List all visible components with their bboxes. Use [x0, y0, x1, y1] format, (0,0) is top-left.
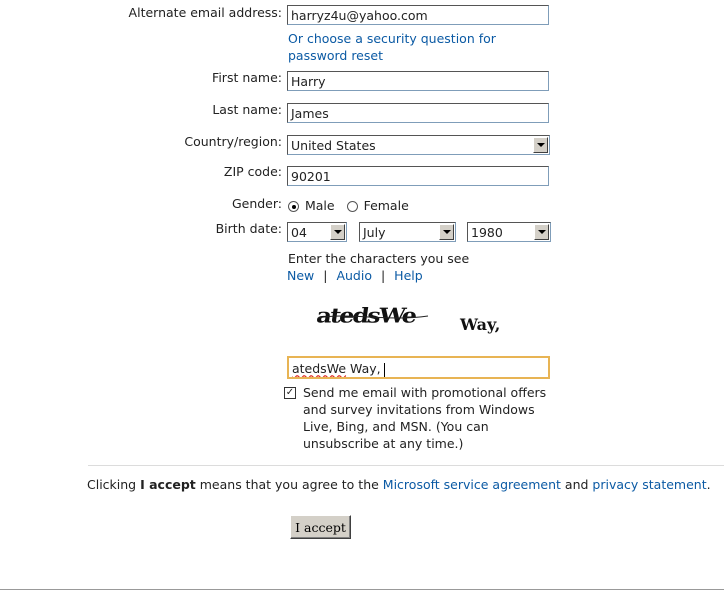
- last-name-field[interactable]: James: [287, 103, 549, 123]
- captcha-audio-link[interactable]: Audio: [336, 268, 372, 283]
- country-select[interactable]: [287, 135, 550, 155]
- birth-year-select[interactable]: [467, 222, 551, 242]
- zip-field[interactable]: 90201: [287, 166, 549, 186]
- captcha-misspelled-text: atedsWe: [292, 361, 347, 376]
- first-name-label: First name:: [212, 70, 282, 85]
- promo-checkbox[interactable]: ✓: [285, 387, 295, 398]
- captcha-image: [288, 292, 528, 338]
- agreement-and: and: [560, 477, 593, 492]
- first-name-field[interactable]: Harry: [287, 71, 549, 91]
- country-value: United States: [291, 138, 376, 153]
- birth-year-value: 1980: [471, 225, 503, 240]
- agreement-text: [87, 477, 711, 492]
- privacy-statement-link[interactable]: privacy statement: [592, 477, 707, 492]
- agreement-bold: I accept: [140, 477, 196, 492]
- agreement-suffix: .: [706, 477, 711, 492]
- gender-options: [288, 198, 409, 213]
- captcha-svg: [288, 292, 528, 338]
- chevron-down-icon[interactable]: [534, 224, 549, 240]
- female-label[interactable]: Female: [363, 198, 409, 213]
- divider: [88, 465, 724, 466]
- captcha-input-rest: Way,: [346, 361, 381, 376]
- birth-month-select[interactable]: [359, 222, 456, 242]
- captcha-distorted-text: atedsWe: [314, 304, 417, 329]
- birth-day-select[interactable]: [287, 222, 347, 242]
- country-label: Country/region:: [184, 134, 282, 149]
- captcha-links: [287, 268, 423, 283]
- captcha-input[interactable]: [287, 356, 550, 379]
- captcha-new-link[interactable]: New: [287, 268, 315, 283]
- male-radio[interactable]: [288, 201, 299, 212]
- alt-email-field[interactable]: harryz4u@yahoo.com: [287, 5, 549, 25]
- birth-date-label: Birth date:: [215, 221, 282, 236]
- agreement-prefix: Clicking: [87, 477, 141, 492]
- captcha-word-text: Way,: [460, 315, 501, 334]
- alt-email-label: Alternate email address:: [128, 5, 282, 20]
- link-separator: |: [323, 268, 328, 283]
- chevron-down-icon[interactable]: [330, 224, 345, 240]
- female-radio[interactable]: [347, 201, 358, 212]
- male-label[interactable]: Male: [304, 198, 335, 213]
- birth-month-value: July: [363, 225, 386, 240]
- service-agreement-link[interactable]: Microsoft service agreement: [382, 477, 561, 492]
- chevron-down-icon[interactable]: [533, 137, 548, 153]
- accept-button[interactable]: I accept: [290, 515, 351, 539]
- promo-text: Send me email with promotional offers and survey invitations from Windows Live, Bing, and MSN. (You can unsubscribe at any time.): [303, 385, 547, 451]
- captcha-help-link[interactable]: Help: [394, 268, 423, 283]
- birth-day-value: 04: [291, 225, 307, 240]
- captcha-prompt: Enter the characters you see: [288, 251, 470, 266]
- zip-label: ZIP code:: [223, 164, 282, 179]
- text-cursor: [384, 363, 385, 377]
- bottom-divider: [0, 589, 724, 590]
- security-question-link[interactable]: Or choose a security question for password reset: [288, 31, 496, 63]
- agreement-middle: means that you agree to the: [195, 477, 383, 492]
- last-name-label: Last name:: [212, 102, 282, 117]
- gender-label: Gender:: [231, 196, 282, 211]
- chevron-down-icon[interactable]: [439, 224, 454, 240]
- link-separator: |: [380, 268, 386, 283]
